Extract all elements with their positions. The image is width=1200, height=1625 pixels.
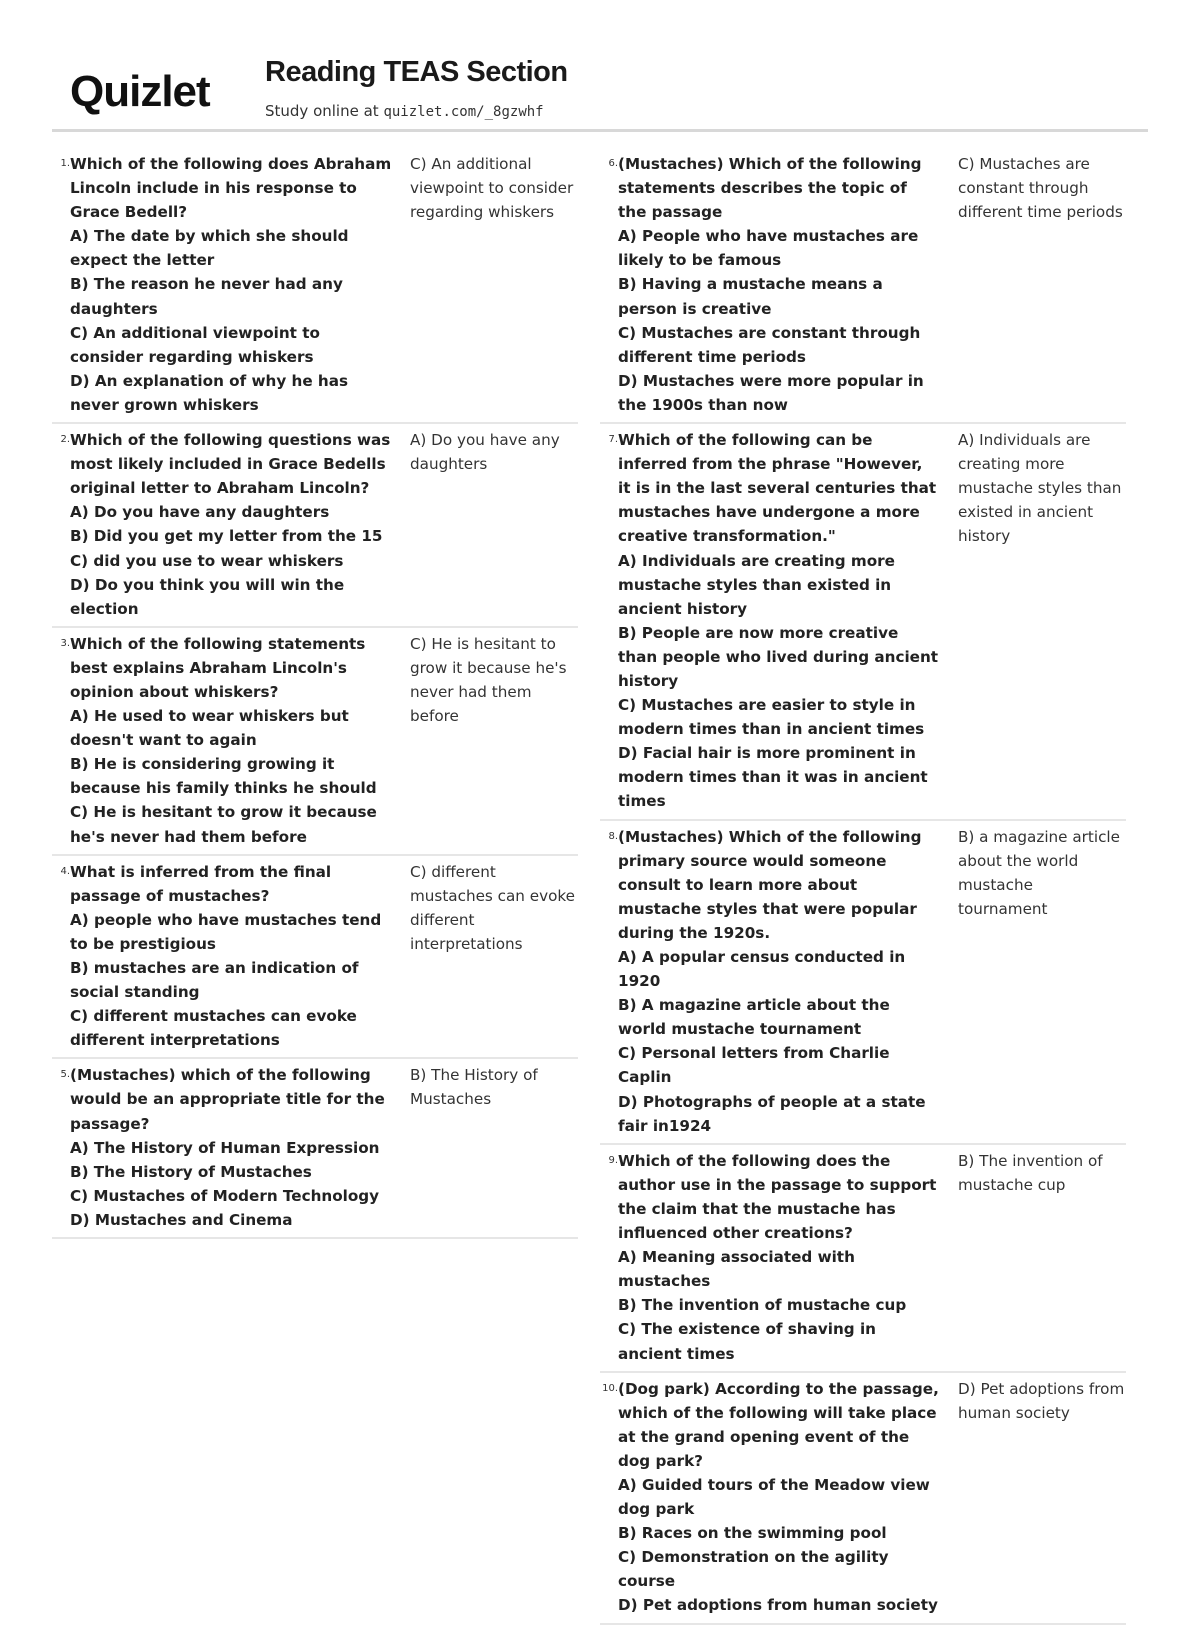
flashcard-row (600, 424, 1126, 821)
question-text: (Mustaches) Which of the following primary source would someone consult to learn more about mustache styles that were popular during the 1920s. (618, 827, 922, 942)
answer-option: A) The History of Human Expression (70, 1138, 380, 1157)
question-text: Which of the following questions was most likely included in Grace Bedells original letter to Abraham Lincoln? (70, 431, 391, 498)
flashcard-row (52, 1059, 578, 1239)
card-number: 9. (608, 1154, 618, 1166)
question-text: (Dog park) According to the passage, which of the following will take place at the grand opening event of the dog park? (618, 1379, 939, 1470)
card-definition: B) The History of Mustaches (410, 1066, 538, 1109)
card-definition: C) Mustaches are constant through different time periods (958, 155, 1123, 222)
card-number: 5. (60, 1069, 70, 1081)
card-definition: A) Do you have any daughters (410, 431, 560, 474)
card-term (618, 825, 940, 1138)
answer-option: B) People are now more creative than people who lived during ancient history (618, 623, 939, 690)
answer-option: C) different mustaches can evoke different interpretations (70, 1007, 357, 1050)
card-term (70, 860, 392, 1053)
answer-option: A) Do you have any daughters (70, 503, 330, 522)
flashcard-row (600, 1145, 1126, 1373)
answer-option: B) A magazine article about the world mustache tournament (618, 996, 890, 1039)
answer-option: A) people who have mustaches tend to be prestigious (70, 910, 382, 953)
card-term (618, 152, 940, 417)
answer-option: B) The invention of mustache cup (618, 1296, 907, 1315)
answer-option: C) Mustaches of Modern Technology (70, 1186, 380, 1205)
answer-option: C) Mustaches are easier to style in modern times than in ancient times (618, 696, 925, 739)
answer-option: C) An additional viewpoint to consider regarding whiskers (70, 323, 320, 366)
card-definition: C) He is hesitant to grow it because he's never had them before (410, 634, 567, 726)
answer-option: A) He used to wear whiskers but doesn't want to again (70, 707, 349, 750)
card-term (70, 1063, 392, 1232)
card-number: 1. (60, 158, 70, 169)
question-text: Which of the following does Abraham Lincoln include in his response to Grace Bedell? (70, 155, 392, 222)
card-number: 10. (602, 1382, 618, 1394)
flashcard-row (600, 1373, 1126, 1625)
card-number: 8. (608, 830, 618, 842)
answer-option: B) The History of Mustaches (70, 1162, 312, 1181)
question-text: (Mustaches) Which of the following statements describes the topic of the passage (618, 155, 922, 222)
answer-option: D) Pet adoptions from human society (618, 1596, 938, 1615)
answer-option: D) An explanation of why he has never grown whiskers (70, 371, 349, 414)
flashcard-row (52, 856, 578, 1060)
right-column (600, 148, 1126, 1625)
question-text: What is inferred from the final passage of mustaches? (70, 862, 332, 905)
card-number: 7. (608, 434, 618, 446)
answer-option: B) He is considering growing it because his family thinks he should (70, 755, 377, 798)
question-text: Which of the following does the author use in the passage to support the claim that the mustache has influenced other creations? (618, 1151, 937, 1243)
answer-option: C) Demonstration on the agility course (618, 1548, 889, 1591)
card-term (618, 1377, 940, 1618)
subtitle-prefix: Study online at (265, 102, 384, 120)
answer-option: C) He is hesitant to grow it because he's never had them before (70, 803, 377, 846)
card-term (618, 428, 940, 814)
quizlet-logo: Quizlet (70, 67, 210, 116)
flashcard-row (600, 821, 1126, 1145)
flashcard-row (52, 628, 578, 856)
answer-option: B) The reason he never had any daughters (70, 275, 343, 318)
card-number: 6. (608, 158, 618, 169)
card-definition: B) a magazine article about the world mustache tournament (958, 827, 1120, 918)
card-number: 3. (60, 637, 70, 649)
card-number: 2. (60, 434, 70, 446)
answer-option: D) Mustaches were more popular in the 1900s than now (618, 371, 924, 414)
answer-option: B) Races on the swimming pool (618, 1524, 887, 1543)
card-definition: B) The invention of mustache cup (958, 1151, 1103, 1194)
answer-option: A) The date by which she should expect the letter (70, 227, 349, 270)
answer-option: B) mustaches are an indication of social standing (70, 959, 359, 1002)
answer-option: A) Guided tours of the Meadow view dog park (618, 1475, 930, 1519)
question-text: (Mustaches) which of the following would be an appropriate title for the passage? (70, 1066, 385, 1133)
card-term (70, 428, 392, 621)
answer-option: B) Did you get my letter from the 15 (70, 527, 383, 546)
answer-option: D) Do you think you will win the election (70, 575, 345, 618)
card-definition: A) Individuals are creating more mustache styles than existed in ancient history (958, 431, 1122, 546)
answer-option: C) The existence of shaving in ancient times (618, 1320, 876, 1363)
answer-option: A) A popular census conducted in 1920 (618, 948, 906, 991)
answer-option: A) People who have mustaches are likely to be famous (618, 227, 919, 270)
card-term (618, 1149, 940, 1366)
page-title: Reading TEAS Section (265, 56, 568, 88)
flashcard-row (52, 148, 578, 424)
answer-option: A) Individuals are creating more mustache styles than existed in ancient history (618, 551, 895, 618)
flashcard-row (52, 424, 578, 628)
card-term (70, 632, 392, 849)
answer-option: C) did you use to wear whiskers (70, 551, 344, 570)
question-text: Which of the following statements best explains Abraham Lincoln's opinion about whiskers? (70, 634, 366, 701)
card-number: 4. (60, 865, 70, 877)
card-definition: D) Pet adoptions from human society (958, 1379, 1125, 1422)
card-term (70, 152, 392, 417)
question-text: Which of the following can be inferred from the phrase "However, it is in the last several centuries that mustaches have undergone a more creative transformation." (618, 431, 937, 546)
header-divider (52, 129, 1148, 132)
left-column (52, 148, 578, 1239)
answer-option: C) Mustaches are constant through different time periods (618, 323, 921, 366)
page-subtitle (265, 102, 544, 120)
answer-option: D) Facial hair is more prominent in modern times than it was in ancient times (618, 744, 928, 811)
answer-option: D) Mustaches and Cinema (70, 1210, 293, 1229)
card-definition: C) An additional viewpoint to consider regarding whiskers (410, 155, 574, 222)
answer-option: B) Having a mustache means a person is creative (618, 275, 883, 318)
card-definition: C) different mustaches can evoke different interpretations (410, 862, 575, 953)
flashcard-row (600, 148, 1126, 424)
answer-option: C) Personal letters from Charlie Caplin (618, 1044, 890, 1087)
answer-option: A) Meaning associated with mustaches (618, 1248, 855, 1291)
answer-option: D) Photographs of people at a state fair in1924 (618, 1092, 926, 1135)
study-url: quizlet.com/_8gzwhf (383, 104, 544, 120)
